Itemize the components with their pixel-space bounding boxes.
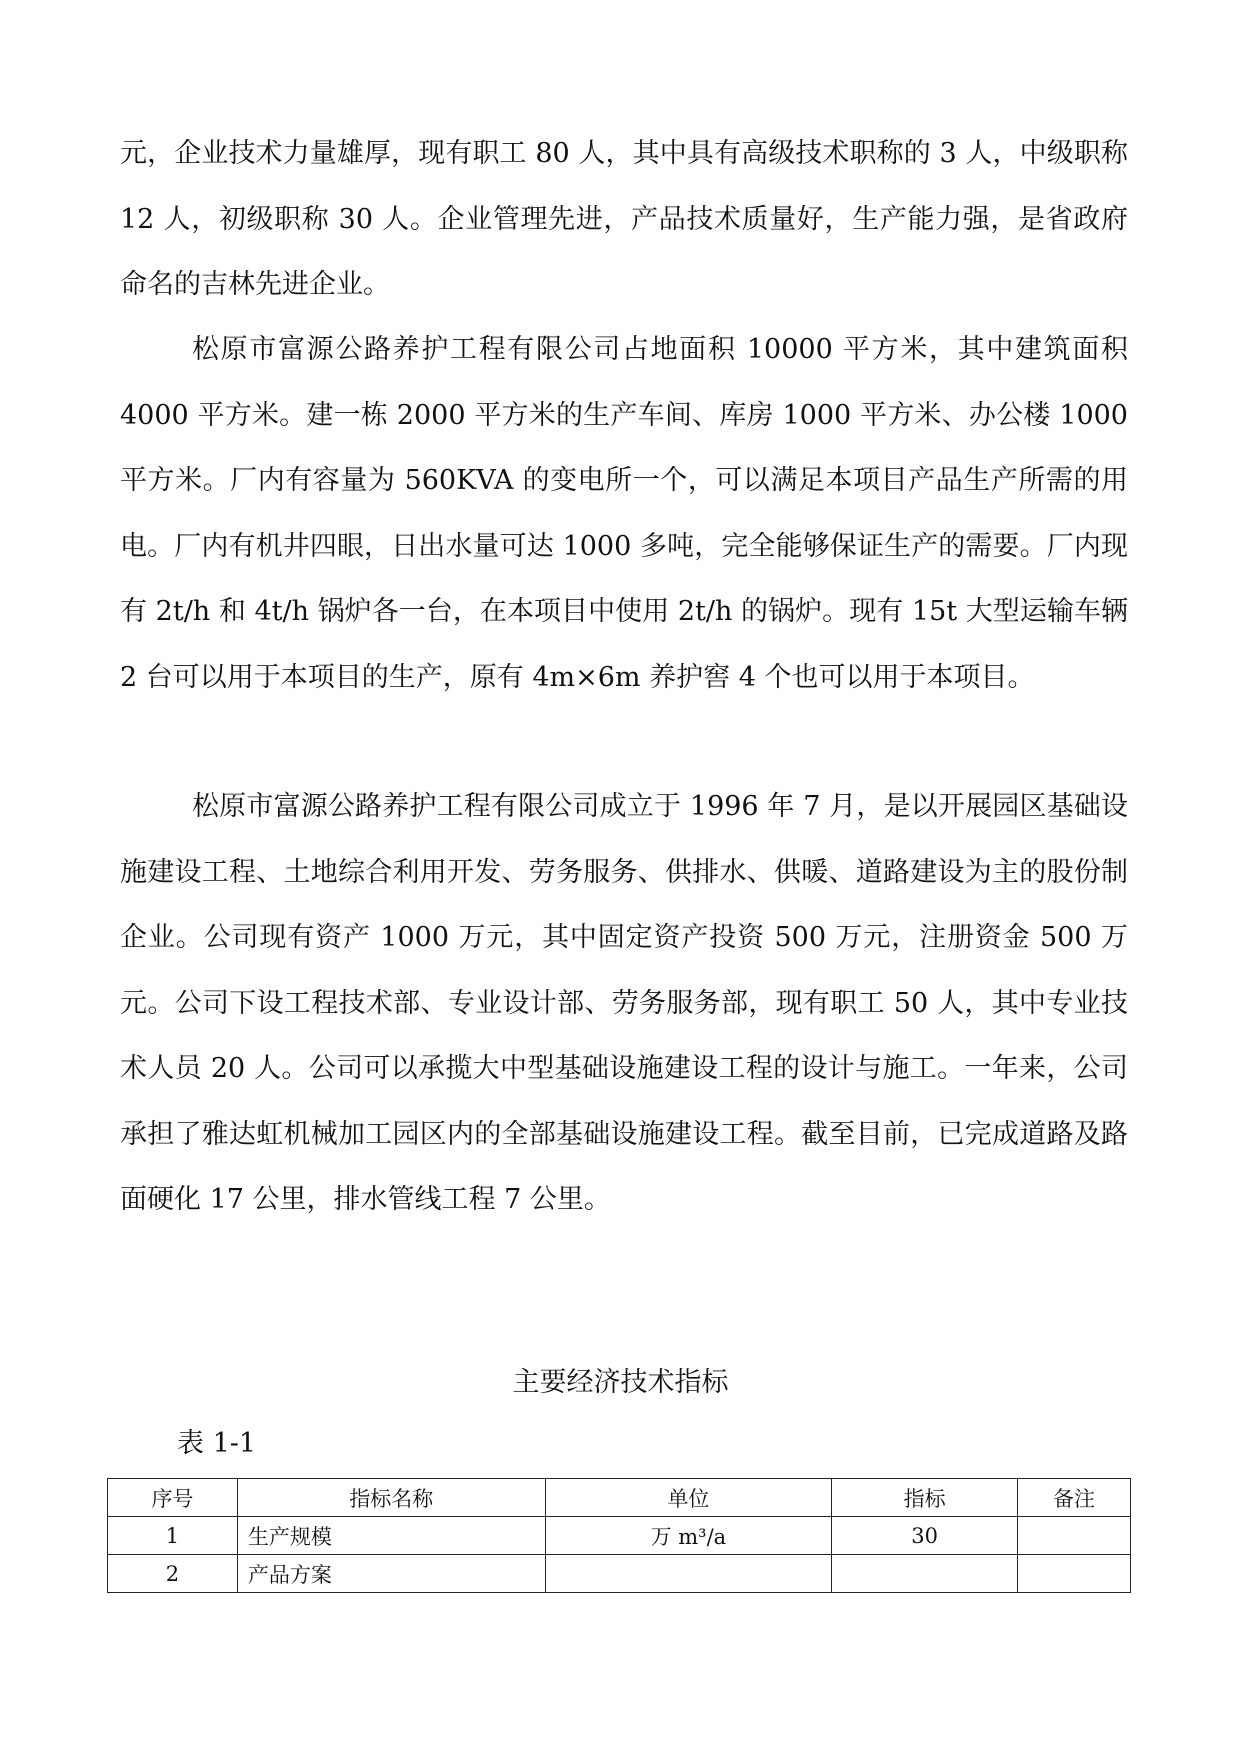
cell-unit <box>545 1555 832 1593</box>
header-index: 序号 <box>108 1479 238 1517</box>
cell-indicator: 30 <box>832 1517 1018 1555</box>
cell-indicator-name: 产品方案 <box>237 1555 545 1593</box>
cell-index: 1 <box>108 1517 238 1555</box>
cell-index: 2 <box>108 1555 238 1593</box>
table-header-row <box>108 1479 1131 1517</box>
table-row <box>108 1517 1131 1555</box>
cell-remark <box>1018 1517 1131 1555</box>
cell-remark <box>1018 1555 1131 1593</box>
paragraph-2: 松原市富源公路养护工程有限公司占地面积 10000 平方米，其中建筑面积 4000 平方米。建一栋 2000 平方米的生产车间、库房 1000 平方米、办公楼 1000 平方米。厂内有容量为 560KVA 的变电所一个，可以满足本项目产品生产所需的用电。厂内有机井四眼，日出水量可达 1000 多吨，完全能够保证生产的需要。厂内现有 2t/h 和 4t/h 锅炉各一台，在本项目中使用 2t/h 的锅炉。现有 15t 大型运输车辆 2 台可以用于本项目的生产，原有 4m×6m 养护窖 4 个也可以用于本项目。 <box>120 334 1128 693</box>
header-remark: 备注 <box>1018 1479 1131 1517</box>
header-indicator-name: 指标名称 <box>237 1479 545 1517</box>
table-row <box>108 1555 1131 1593</box>
cell-indicator <box>832 1555 1018 1593</box>
table-title: 主要经济技术指标 <box>512 1367 729 1398</box>
indicators-table <box>107 1478 1131 1593</box>
table-caption: 表 1-1 <box>177 1428 257 1459</box>
cell-unit: 万 m³/a <box>545 1517 832 1555</box>
paragraph-3: 松原市富源公路养护工程有限公司成立于 1996 年 7 月，是以开展园区基础设施建设工程、土地综合利用开发、劳务服务、供排水、供暖、道路建设为主的股份制企业。公司现有资产 1000 万元，其中固定资产投资 500 万元，注册资金 500 万元。公司下设工程技术部、专业设计部、劳务服务部，现有职工 50 人，其中专业技术人员 20 人。公司可以承揽大中型基础设施建设工程的设计与施工。一年来，公司承担了雅达虹机械加工园区内的全部基础设施建设工程。截至目前，已完成道路及路面硬化 17 公里，排水管线工程 7 公里。 <box>120 791 1128 1215</box>
header-unit: 单位 <box>545 1479 832 1517</box>
cell-indicator-name: 生产规模 <box>237 1517 545 1555</box>
header-indicator: 指标 <box>832 1479 1018 1517</box>
paragraph-1: 元，企业技术力量雄厚，现有职工 80 人，其中具有高级技术职称的 3 人，中级职称 12 人，初级职称 30 人。企业管理先进，产品技术质量好，生产能力强，是省政府命名的吉林先进企业。 <box>120 138 1128 300</box>
